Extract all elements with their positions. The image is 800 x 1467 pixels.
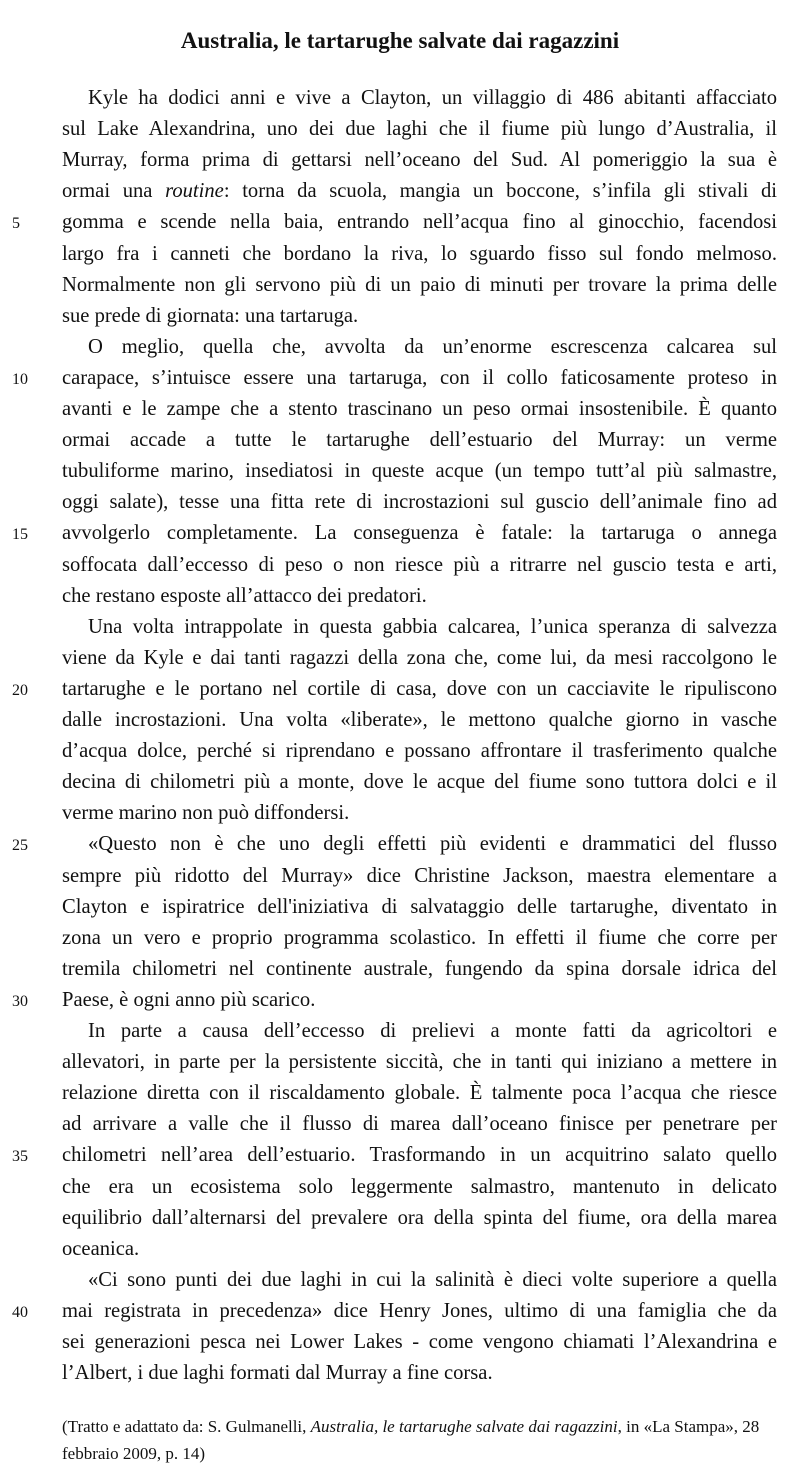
text-line-segment: ormai accade a tutte le tartarughe dell’estuario del Murray: un verme [62,429,777,452]
source-citation [62,1413,777,1467]
text-line-segment: avvolgerlo completamente. La conseguenza è fatale: la tartaruga o annega [62,522,777,545]
source-suffix: , in «La Stampa», 28 febbraio 2009, p. 14) [62,1417,760,1464]
text-line-segment: che era un ecosistema solo leggermente salmastro, mantenuto in delicato [62,1175,777,1198]
text-line [62,1047,777,1077]
text-line-segment: sue prede di giornata: una tartaruga. [62,304,359,327]
text-line-segment: avanti e le zampe che a stento trascinano un peso ormai insostenibile. È quanto [62,398,777,420]
text-line [62,861,777,891]
text-line-segment: oggi salate), tesse una fitta rete di incrostazioni sul guscio dell’animale fino ad [62,491,777,514]
text-line [62,114,777,144]
text-line-segment: «Questo non è che uno degli effetti più evidenti e drammatici del flusso [88,833,777,856]
text-line-segment: decina di chilometri più a monte, dove le acque del fiume sono tuttora dolci e il [62,771,777,794]
text-line [62,1358,777,1388]
source-title: Australia, le tartarughe salvate dai ragazzini [310,1417,618,1437]
text-line-segment: Murray, forma prima di gettarsi nell’oceano del Sud. Al pomeriggio la sua è [62,149,777,172]
line-number: 15 [12,526,28,544]
text-line [62,239,777,269]
text-line-segment: l’Albert, i due laghi formati dal Murray a fine corsa. [62,1362,493,1385]
text-line-segment: chilometri nell’area dell’estuario. Trasformando in un acquitrino salato quello [62,1144,777,1167]
text-line [62,1234,777,1264]
text-line [88,332,777,362]
text-line [62,207,777,237]
text-line-segment: gomma e scende nella baia, entrando nell’acqua fino al ginocchio, facendosi [62,211,777,234]
text-line-segment: sul Lake Alexandrina, uno dei due laghi che il fiume più lungo d’Australia, il [62,118,777,141]
text-line-segment: Paese, è ogni anno più scarico. [62,988,316,1011]
text-line-segment: In parte a causa dell’eccesso di prelievi a monte fatti da agricoltori e [88,1020,777,1042]
text-line [62,643,777,673]
text-line-segment: d’acqua dolce, perché si riprendano e possano affrontare il trasferimento qualche [62,740,777,763]
text-line-segment: sempre più ridotto del Murray» dice Christine Jackson, maestra elementare a [62,864,777,887]
text-line-segment: dalle incrostazioni. Una volta «liberate», le mettono qualche giorno in vasche [62,709,777,731]
text-line-segment: equilibrio dall’alternarsi del prevalere ora della spinta del fiume, ora della marea [62,1206,777,1229]
text-line [88,83,777,113]
text-line [62,518,777,548]
text-line-segment: soffocata dall’eccesso di peso o non riesce più a ritrarre nel guscio testa e arti, [62,553,777,576]
text-line [88,612,777,642]
text-line [62,1109,777,1139]
article-title: Australia, le tartarughe salvate dai ragazzini [180,28,620,53]
text-line [88,1016,777,1046]
text-line-segment: largo fra i canneti che bordano la riva, lo sguardo fisso sul fondo melmoso. [62,242,777,265]
text-line [62,767,777,797]
text-line-segment: tartarughe e le portano nel cortile di casa, dove con un cacciavite le ripuliscono [62,677,777,700]
text-line-segment: O meglio, quella che, avvolta da un’enorme escrescenza calcarea sul [88,335,777,358]
text-line [62,985,777,1015]
text-line [62,394,777,424]
text-line [62,487,777,517]
text-line [88,1265,777,1295]
text-line-segment: oceanica. [62,1237,140,1260]
text-line [62,301,777,331]
text-line [62,798,777,828]
text-line [62,705,777,735]
source-prefix: (Tratto e adattato da: S. Gulmanelli, [62,1417,311,1437]
text-line [62,550,777,580]
text-line [62,145,777,175]
italic-word: routine [165,180,224,203]
text-line [62,425,777,455]
line-number: 40 [12,1303,28,1321]
text-line-segment: Clayton e ispiratrice dell'iniziativa di salvataggio delle tartarughe, diventato in [62,895,777,918]
text-line [62,270,777,300]
line-number: 35 [12,1148,28,1166]
text-line [62,363,777,393]
text-line [62,674,777,704]
text-line-segment: viene da Kyle e dai tanti ragazzi della zona che, come lui, da mesi raccolgono le [62,646,777,669]
text-line [62,1078,777,1108]
text-line-segment: ormai una [62,180,166,203]
line-number: 5 [12,215,20,233]
text-line-segment: Una volta intrappolate in questa gabbia calcarea, l’unica speranza di salvezza [88,615,777,638]
text-line [62,456,777,486]
text-line [62,1296,777,1326]
text-line-segment: tubuliforme marino, insediatosi in queste acque (un tempo tutt’al più salmastre, [62,460,777,483]
line-number: 30 [12,992,28,1010]
text-line [88,829,777,859]
text-line [62,954,777,984]
text-line-segment: ad arrivare a valle che il flusso di marea dall’oceano finisce per penetrare per [62,1113,777,1136]
text-line-segment: che restano esposte all’attacco dei predatori. [62,584,427,607]
text-line-segment: verme marino non può diffondersi. [62,802,350,825]
text-line-segment: : torna da scuola, mangia un boccone, s’infila gli stivali di [223,180,777,203]
text-line [62,1140,777,1170]
text-line-segment: relazione diretta con il riscaldamento globale. È talmente poca l’acqua che riesce [62,1082,777,1105]
text-line-segment: Kyle ha dodici anni e vive a Clayton, un villaggio di 486 abitanti affacciato [88,87,777,109]
text-line [62,892,777,922]
line-number: 25 [12,837,28,855]
text-line [62,1203,777,1233]
text-line [62,1172,777,1202]
text-line [62,581,777,611]
text-line [62,923,777,953]
text-line-segment: sei generazioni pesca nei Lower Lakes - come vengono chiamati l’Alexandrina e [62,1331,777,1353]
text-line-segment: zona un vero e proprio programma scolastico. In effetti il fiume che corre per [62,926,777,949]
text-line-segment: allevatori, in parte per la persistente siccità, che in tanti qui iniziano a mettere in [62,1051,777,1074]
text-line-segment: «Ci sono punti dei due laghi in cui la salinità è dieci volte superiore a quella [88,1268,777,1291]
text-line-segment: mai registrata in precedenza» dice Henry Jones, ultimo di una famiglia che da [62,1299,777,1322]
text-line-segment: tremila chilometri nel continente australe, fungendo da spina dorsale idrica del [62,957,777,980]
line-number: 20 [12,681,28,699]
text-line [62,176,777,206]
text-line-segment: Normalmente non gli servono più di un paio di minuti per trovare la prima delle [62,273,777,296]
text-line-segment: carapace, s’intuisce essere una tartaruga, con il collo faticosamente proteso in [62,366,777,389]
text-line [62,736,777,766]
text-line [62,1327,777,1357]
line-number: 10 [12,370,28,388]
